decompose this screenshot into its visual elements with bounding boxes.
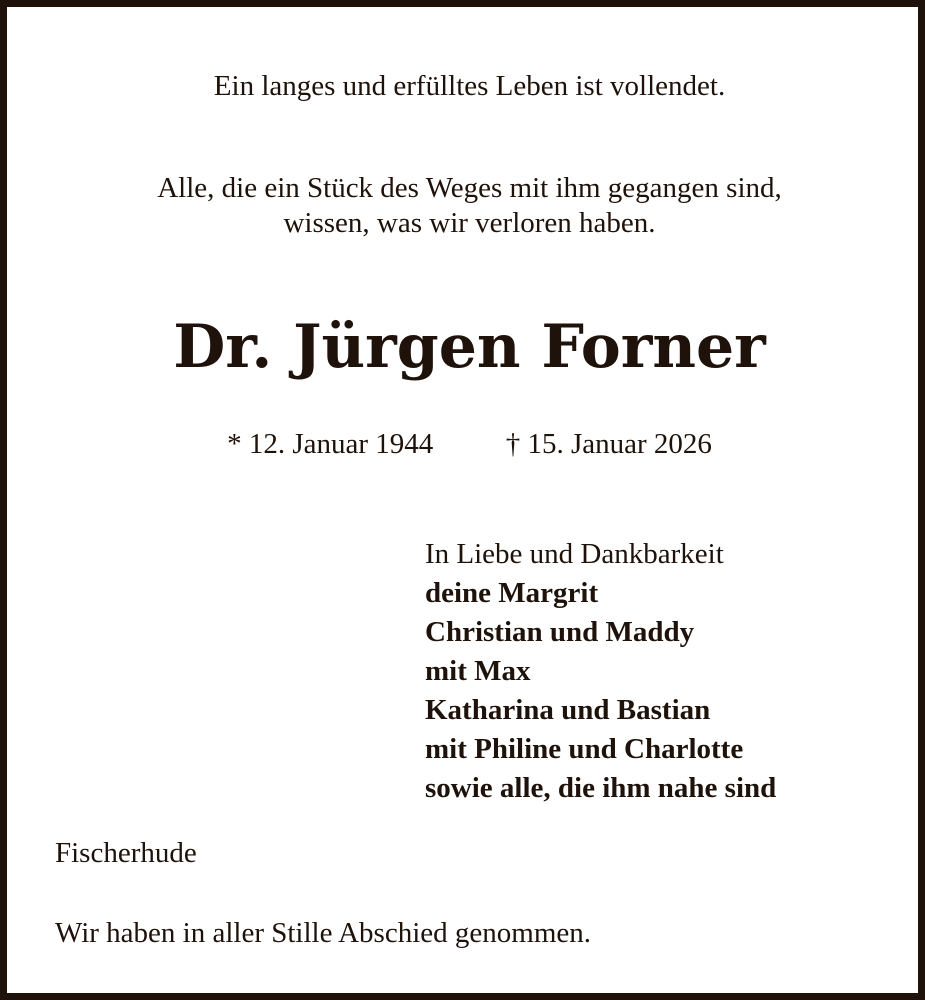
opening-line: Ein langes und erfülltes Leben ist vollendet. <box>213 70 726 102</box>
verse-line-2: wissen, was wir verloren haben. <box>283 207 656 239</box>
death-cross-icon: † <box>505 428 521 460</box>
mourner-name: mit Philine und Charlotte <box>425 733 744 765</box>
mourner-name: sowie alle, die ihm nahe sind <box>425 772 777 804</box>
birth-star-icon: * <box>227 428 242 460</box>
closing-line: Wir haben in aller Stille Abschied genommen. <box>55 917 592 949</box>
birth-date: 12. Januar 1944 <box>248 428 434 460</box>
mourners-block <box>425 535 776 808</box>
mourner-name: mit Max <box>425 655 531 687</box>
verse-line-1: Alle, die ein Stück des Weges mit ihm gegangen sind, <box>157 172 782 204</box>
life-dates <box>7 427 925 461</box>
place-name: Fischerhude <box>55 837 197 869</box>
deceased-name: Dr. Jürgen Forner <box>173 312 766 382</box>
death-date: 15. Januar 2026 <box>527 428 712 460</box>
mourner-name: deine Margrit <box>425 577 599 609</box>
mourner-name: Christian und Maddy <box>425 616 695 648</box>
mourners-intro: In Liebe und Dankbarkeit <box>425 538 724 570</box>
mourner-name: Katharina und Bastian <box>425 694 711 726</box>
